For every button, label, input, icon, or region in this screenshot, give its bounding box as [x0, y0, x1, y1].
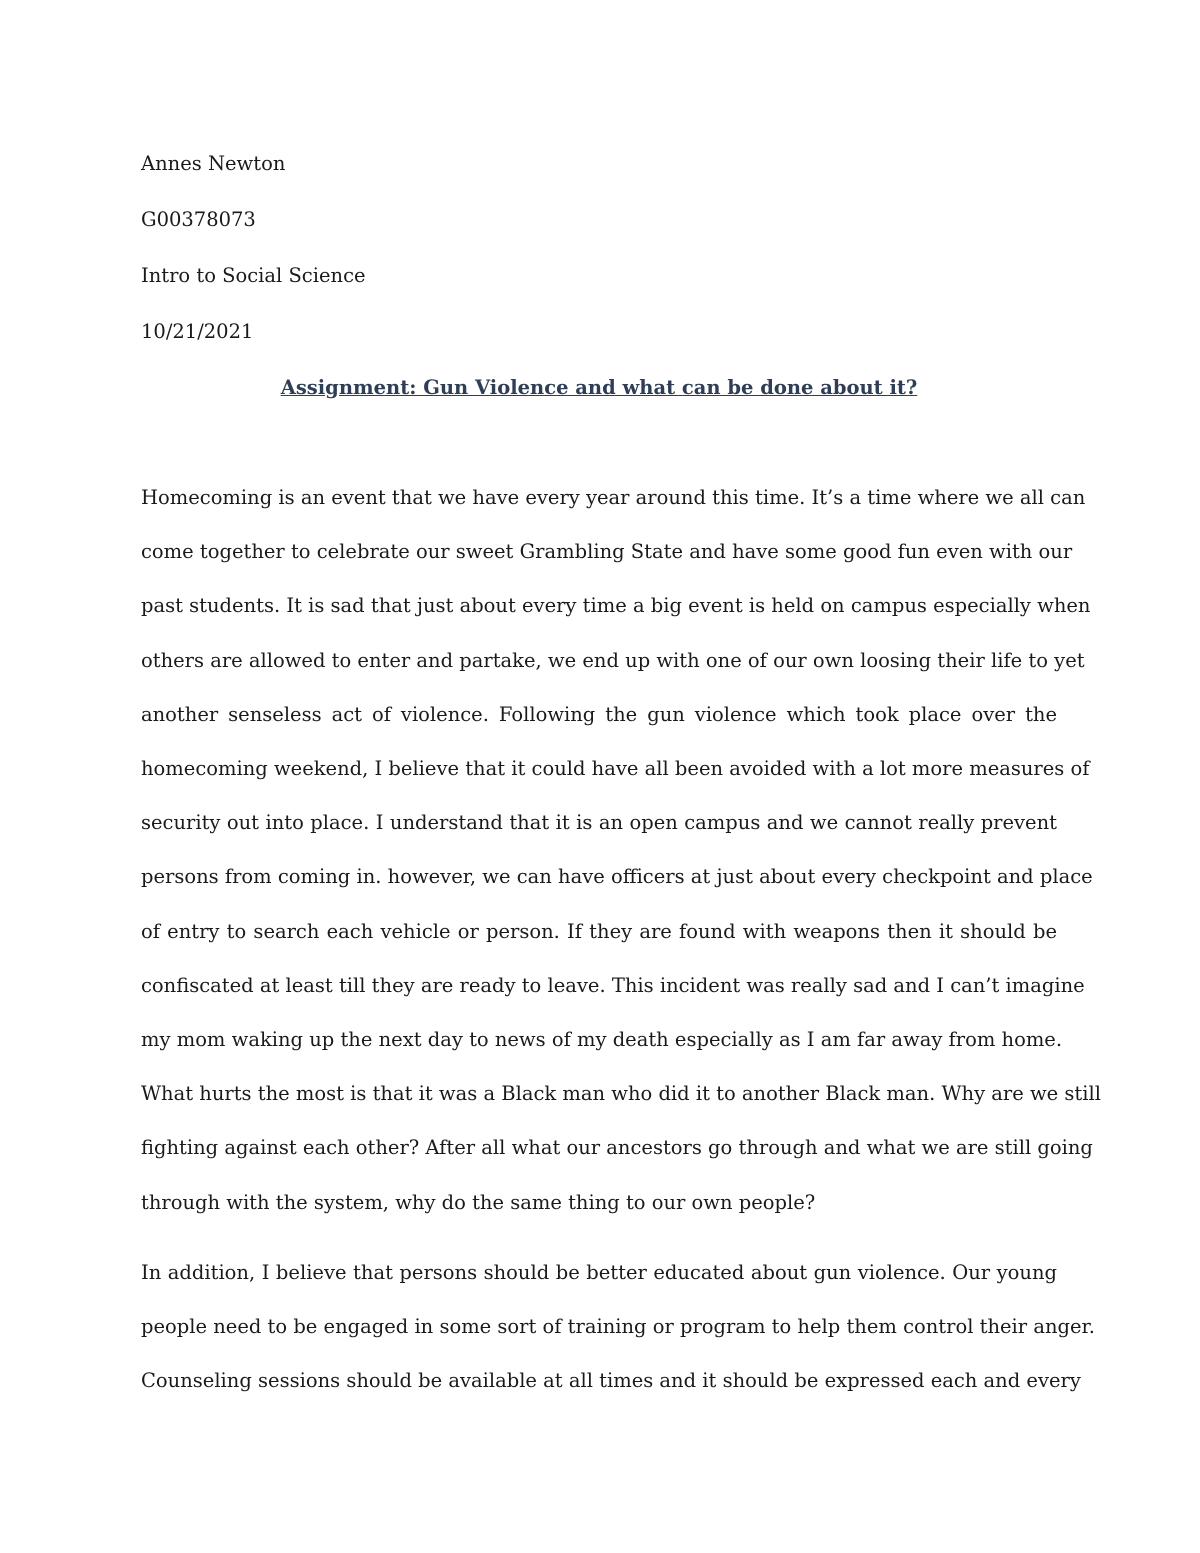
paragraph-line: homecoming weekend, I believe that it could have all been avoided with a lot more measures of: [141, 757, 1090, 781]
body-text: [141, 471, 1101, 1408]
paragraph-line: come together to celebrate our sweet Grambling State and have some good fun even with our: [141, 540, 1073, 564]
student-id: G00378073: [141, 208, 256, 231]
paragraph: [141, 1246, 1095, 1409]
title-spacer: [141, 416, 1057, 471]
paragraph-line: my mom waking up the next day to news of my death especially as I am far away from home.: [141, 1028, 1063, 1052]
paragraph-line: another senseless act of violence. Following the gun violence which took place over the: [141, 702, 1057, 726]
paragraph-line: persons from coming in. however, we can have officers at just about every checkpoint and place: [141, 865, 1093, 889]
paragraph-line: What hurts the most is that it was a Black man who did it to another Black man. Why are we still: [141, 1082, 1101, 1106]
paragraph-line: In addition, I believe that persons should be better educated about gun violence. Our young: [141, 1260, 1057, 1284]
author-name: Annes Newton: [141, 152, 286, 175]
document-content: [141, 136, 1101, 1408]
paragraph-line: security out into place. I understand that it is an open campus and we cannot really prevent: [141, 811, 1057, 835]
paragraph-line: others are allowed to enter and partake, we end up with one of our own loosing their life to yet: [141, 648, 1085, 672]
paragraph-line: Counseling sessions should be available at all times and it should be expressed each and every: [141, 1369, 1081, 1393]
paragraph-line: people need to be engaged in some sort of training or program to help them control their anger.: [141, 1315, 1095, 1339]
paragraph-line: past students. It is sad that just about every time a big event is held on campus especially when: [141, 594, 1091, 618]
paragraph: [141, 471, 1101, 1230]
assignment-date: 10/21/2021: [141, 320, 254, 343]
paragraph-line: fighting against each other? After all what our ancestors go through and what we are still going: [141, 1136, 1093, 1160]
document-title: Assignment: Gun Violence and what can be done about it?: [280, 376, 918, 399]
course-name: Intro to Social Science: [141, 264, 366, 287]
paragraph-line: through with the system, why do the same thing to our own people?: [141, 1190, 816, 1214]
paragraph-line: Homecoming is an event that we have every year around this time. It’s a time where we all can: [141, 486, 1086, 509]
paragraph-line: of entry to search each vehicle or person. If they are found with weapons then it should be: [141, 919, 1057, 943]
paragraph-line: confiscated at least till they are ready to leave. This incident was really sad and I can’t imagine: [141, 973, 1085, 997]
